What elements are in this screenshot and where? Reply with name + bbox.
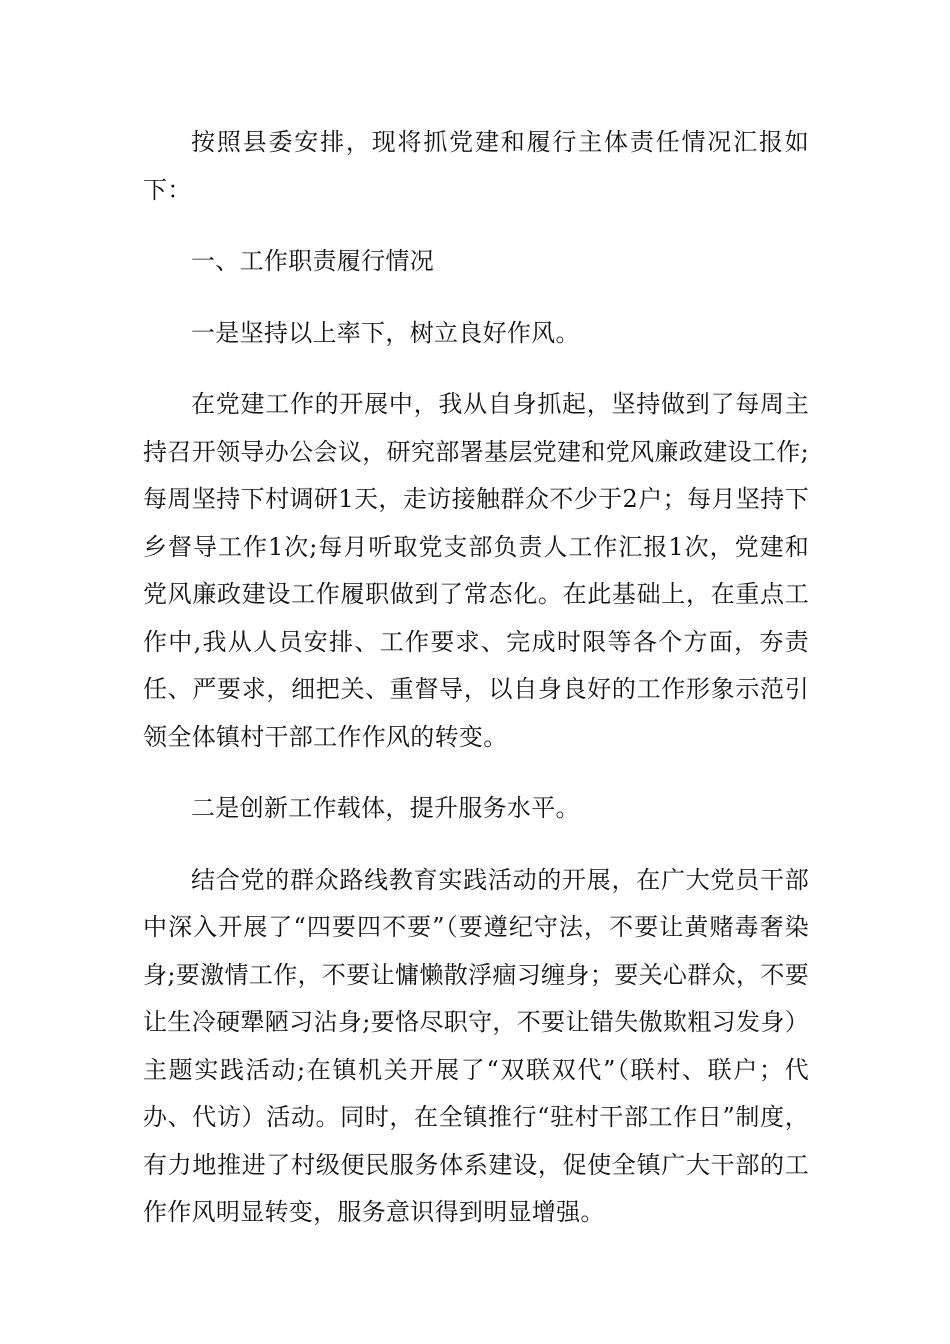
document-body (143, 119, 809, 1261)
body-paragraph: 结合党的群众路线教育实践活动的开展，在广大党员干部中深入开展了“四要四不要”（要遵纪守法，不要让黄赌毒奢染身;要激情工作，不要让慵懒散浮痼习缠身；要关心群众，不要让生冷硬犟陋习沾身;要恪尽职守，不要让错失傲欺粗习发身）主题实践活动;在镇机关开展了“双联双代”（联村、联户；代办、代访）活动。同时，在全镇推行“驻村干部工作日”制度，有力地推进了村级便民服务体系建设，促使全镇广大干部的工作作风明显转变，服务意识得到明显增强。 (143, 865, 809, 1226)
subheading-one: 一是坚持以上率下，树立良好作风。 (191, 318, 580, 347)
subheading-two: 二是创新工作载体，提升服务水平。 (191, 794, 580, 822)
intro-paragraph: 按照县委安排，现将抓党建和履行主体责任情况汇报如下： (143, 128, 809, 204)
section-heading: 一、工作职责履行情况 (191, 247, 434, 275)
body-paragraph: 在党建工作的开展中，我从自身抓起，坚持做到了每周主持召开领导办公会议，研究部署基层党建和党风廉政建设工作;每周坚持下村调研1天，走访接触群众不少于2户；每月坚持下乡督导工作1次;每月听取党支部负责人工作汇报1次，党建和党风廉政建设工作履职做到了常态化。在此基础上，在重点工作中,我从人员安排、工作要求、完成时限等各个方面，夯责任、严要求，细把关、重督导，以自身良好的工作形象示范引领全体镇村干部工作作风的转变。 (143, 390, 809, 751)
